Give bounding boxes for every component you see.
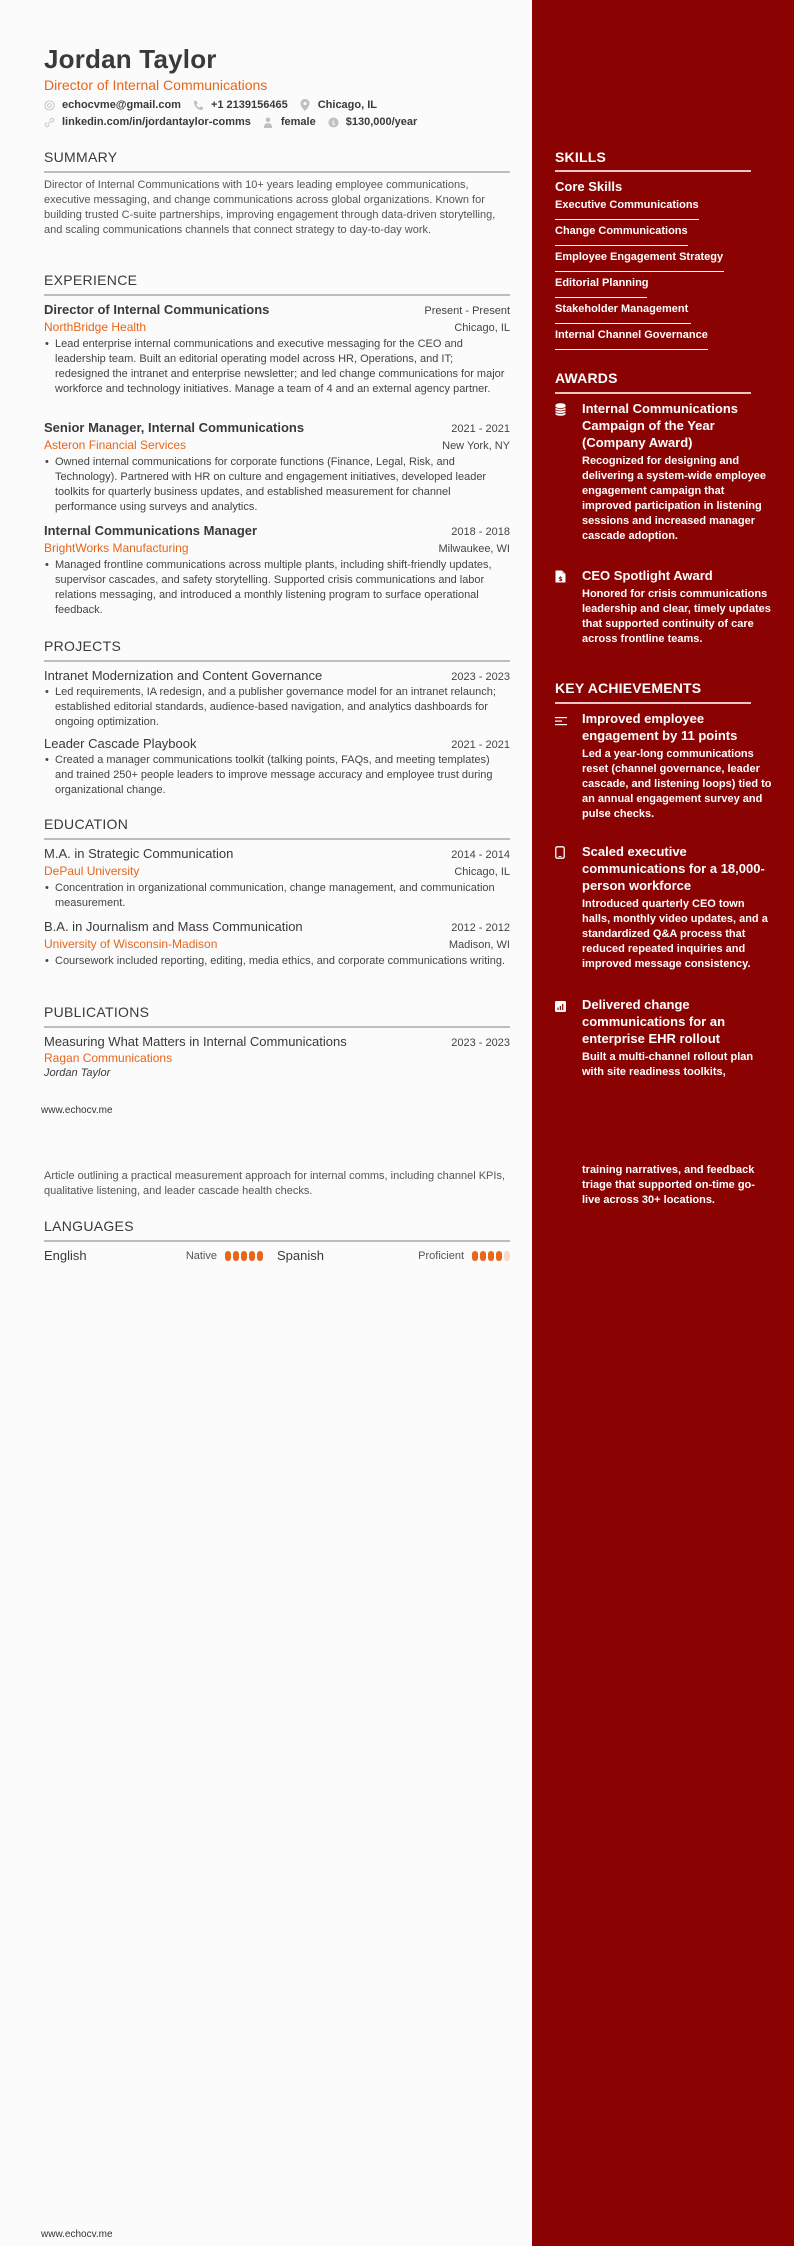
skill-underline	[555, 271, 724, 272]
job-dates: 2018 - 2018	[451, 526, 510, 538]
contact-phone[interactable]: +1 2139156465	[193, 99, 288, 111]
achievement-item	[555, 710, 772, 822]
school: University of Wisconsin-Madison	[44, 937, 218, 951]
svg-text:$: $	[558, 575, 563, 583]
languages-list	[44, 1248, 510, 1263]
experience-item	[44, 523, 510, 618]
dot-filled	[488, 1251, 494, 1261]
award-item	[555, 567, 772, 647]
publication-author: Jordan Taylor	[44, 1067, 111, 1079]
education-dates: 2014 - 2014	[451, 849, 510, 861]
projects-heading: PROJECTS	[44, 638, 122, 654]
contact-location: Chicago, IL	[300, 99, 377, 111]
location-icon	[300, 100, 311, 111]
skill-item: Employee Engagement Strategy	[555, 251, 724, 263]
job-location: New York, NY	[442, 440, 510, 452]
phone-icon	[193, 100, 204, 111]
skill-item: Executive Communications	[555, 199, 699, 211]
contact-gender: female	[263, 116, 316, 128]
project-bullet: • Led requirements, IA redesign, and a publisher governance model for an intranet relaunch; established editorial standards, audience-based navigation, and analytics dashboards for ongoing optimization.	[44, 685, 510, 730]
language-level: Native	[185, 1249, 217, 1262]
achievement-description: training narratives, and feedback triage that supported on-time go-live across 30+ locations.	[582, 1164, 755, 1206]
skill-underline	[555, 297, 647, 298]
degree: M.A. in Strategic Communication	[44, 846, 234, 861]
publications-divider	[44, 1026, 510, 1028]
award-description: Recognized for designing and delivering a system-wide employee engagement campaign that improved participation in listening sessions and increased manager cascade adoption.	[582, 455, 767, 542]
publication-title: Measuring What Matters in Internal Communications	[44, 1034, 347, 1049]
person-icon	[263, 117, 274, 128]
job-bullet: • Managed frontline communications across multiple plants, including shift-friendly updates, supervisor cascades, and safety storytelling. Supported crisis communications and labor relations messaging, and introduced a monthly listening program to surface operational feedback.	[44, 558, 510, 618]
dot-empty	[504, 1251, 510, 1261]
contact-email[interactable]: echocvme@gmail.com	[44, 99, 181, 111]
publication-item	[44, 1034, 510, 1079]
job-title: Internal Communications Manager	[44, 523, 258, 538]
dot-filled	[233, 1251, 239, 1261]
job-location: Milwaukee, WI	[438, 543, 510, 555]
achievement-item	[555, 843, 772, 972]
skills-heading: SKILLS	[555, 149, 606, 165]
candidate-title: Director of Internal Communications	[44, 77, 268, 93]
skill-item: Change Communications	[555, 225, 688, 237]
education-item	[44, 846, 510, 911]
publication-description: Article outlining a practical measurement approach for internal comms, including channel KPIs, qualitative listening, and leader cascade health checks.	[44, 1170, 506, 1197]
link-icon	[44, 117, 55, 128]
education-bullet: • Coursework included reporting, editing, media ethics, and corporate communications writing.	[44, 954, 510, 969]
dot-filled	[241, 1251, 247, 1261]
experience-item	[44, 302, 510, 397]
award-description: Honored for crisis communications leadership and clear, timely updates that supported continuity of care across frontline teams.	[582, 588, 771, 645]
achievement-description-continued	[555, 1163, 772, 1208]
skill-underline	[555, 323, 691, 324]
experience-item	[44, 420, 510, 515]
skill-item: Stakeholder Management	[555, 303, 689, 315]
school: DePaul University	[44, 864, 140, 878]
contact-salary: $ $130,000/year	[328, 116, 418, 128]
award-item	[555, 400, 772, 544]
contact-row-1	[44, 99, 389, 111]
languages-heading: LANGUAGES	[44, 1218, 134, 1234]
skill-item: Editorial Planning	[555, 277, 649, 289]
achievement-description: Built a multi-channel rollout plan with site readiness toolkits,	[582, 1051, 754, 1078]
achievement-title: Scaled executive communications for a 18,000-person workforce	[582, 844, 765, 893]
skills-divider	[555, 170, 751, 172]
skills-group-title: Core Skills	[555, 179, 623, 194]
job-company: NorthBridge Health	[44, 320, 147, 334]
salary-icon	[328, 117, 339, 128]
bar-chart-icon	[555, 996, 582, 1080]
education-item	[44, 919, 510, 969]
project-item	[44, 668, 510, 730]
publication-dates: 2023 - 2023	[451, 1037, 510, 1049]
skill-underline	[555, 219, 699, 220]
summary-heading: SUMMARY	[44, 149, 118, 165]
summary-text: Director of Internal Communications with 10+ years leading employee communications, executive messaging, and change communications across global organizations. Known for building trusted C-suite partnerships, improving engagement through data-driven storytelling, and scaling communications channels that connect strategy to day-to-day work.	[44, 179, 496, 236]
job-company: Asteron Financial Services	[44, 438, 187, 452]
achievement-title: Delivered change communications for an enterprise EHR rollout	[582, 997, 726, 1046]
footer-website-link[interactable]: www.echocv.me	[41, 1105, 113, 1116]
skill-underline	[555, 349, 708, 350]
contact-row-2	[44, 116, 429, 128]
job-dates: Present - Present	[424, 305, 510, 317]
project-dates: 2023 - 2023	[451, 671, 510, 683]
dot-filled	[257, 1251, 263, 1261]
dot-filled	[225, 1251, 231, 1261]
school-location: Chicago, IL	[454, 866, 510, 878]
award-title: Internal Communications Campaign of the Year (Company Award)	[582, 401, 739, 450]
achievement-description: Led a year-long communications reset (channel governance, leader cascade, and listening loops) tied to an annual engagement survey and pulse checks.	[582, 748, 772, 820]
job-title: Director of Internal Communications	[44, 302, 270, 317]
projects-divider	[44, 660, 510, 662]
proficiency-dots	[223, 1251, 263, 1261]
footer-website-link-page2[interactable]: www.echocv.me	[41, 2229, 113, 2240]
sidebar	[532, 0, 794, 2246]
summary-divider	[44, 171, 510, 173]
dot-filled	[496, 1251, 502, 1261]
project-title: Intranet Modernization and Content Governance	[44, 668, 323, 683]
document-dollar-icon	[555, 567, 582, 647]
education-heading: EDUCATION	[44, 816, 129, 832]
job-title: Senior Manager, Internal Communications	[44, 420, 305, 435]
job-company: BrightWorks Manufacturing	[44, 541, 189, 555]
skill-item: Internal Channel Governance	[555, 329, 708, 341]
contact-linkedin[interactable]: linkedin.com/in/jordantaylor-comms	[44, 116, 251, 128]
achievements-divider	[555, 702, 751, 704]
lines-icon	[555, 710, 582, 822]
awards-divider	[555, 392, 751, 394]
at-icon	[44, 100, 55, 111]
project-title: Leader Cascade Playbook	[44, 736, 197, 751]
language-level: Proficient	[418, 1249, 464, 1262]
degree: B.A. in Journalism and Mass Communication	[44, 919, 303, 934]
education-dates: 2012 - 2012	[451, 922, 510, 934]
language-item	[277, 1248, 510, 1263]
dot-filled	[480, 1251, 486, 1261]
languages-divider	[44, 1240, 510, 1242]
svg-text:$: $	[331, 118, 336, 127]
job-dates: 2021 - 2021	[451, 423, 510, 435]
experience-heading: EXPERIENCE	[44, 272, 138, 288]
publications-heading: PUBLICATIONS	[44, 1004, 150, 1020]
language-item	[44, 1248, 277, 1263]
achievement-item	[555, 996, 772, 1080]
project-dates: 2021 - 2021	[451, 739, 510, 751]
skill-underline	[555, 245, 688, 246]
language-name: English	[44, 1248, 87, 1263]
experience-divider	[44, 294, 510, 296]
education-divider	[44, 838, 510, 840]
achievements-heading: KEY ACHIEVEMENTS	[555, 680, 702, 696]
tablet-icon	[555, 843, 582, 972]
project-bullet: • Created a manager communications toolkit (talking points, FAQs, and meeting templates) and trained 250+ people leaders to improve message accuracy and employee trust during organizational change.	[44, 753, 510, 798]
job-location: Chicago, IL	[454, 322, 510, 334]
award-title: CEO Spotlight Award	[582, 568, 713, 583]
publication-publisher: Ragan Communications	[44, 1051, 173, 1065]
education-bullet: • Concentration in organizational communication, change management, and communication measurement.	[44, 881, 510, 911]
language-name: Spanish	[277, 1248, 324, 1263]
dot-filled	[472, 1251, 478, 1261]
job-bullet: • Owned internal communications for corporate functions (Finance, Legal, Risk, and Technology). Partnered with HR on culture and engagement initiatives, developed leader toolkits for quarterly business updates, and established measurement for channel performance using surveys and analytics.	[44, 455, 510, 515]
school-location: Madison, WI	[448, 939, 510, 951]
achievement-title: Improved employee engagement by 11 points	[582, 711, 738, 743]
coins-icon	[555, 400, 582, 544]
candidate-name: Jordan Taylor	[44, 44, 217, 74]
job-bullet: • Lead enterprise internal communications and executive messaging for the CEO and leadership team. Built an editorial operating model across HR, Operations, and IT; redesigned the intranet and enterprise newsletter; and led change communications for major workforce and technology initiatives. Manage a team of 4 and an external agency partner.	[44, 337, 510, 397]
awards-heading: AWARDS	[555, 370, 618, 386]
proficiency-dots	[470, 1251, 510, 1261]
project-item	[44, 736, 510, 798]
achievement-description: Introduced quarterly CEO town halls, monthly video updates, and a standardized Q&A process that reduced repeated inquiries and improved message consistency.	[582, 898, 768, 970]
dot-filled	[249, 1251, 255, 1261]
